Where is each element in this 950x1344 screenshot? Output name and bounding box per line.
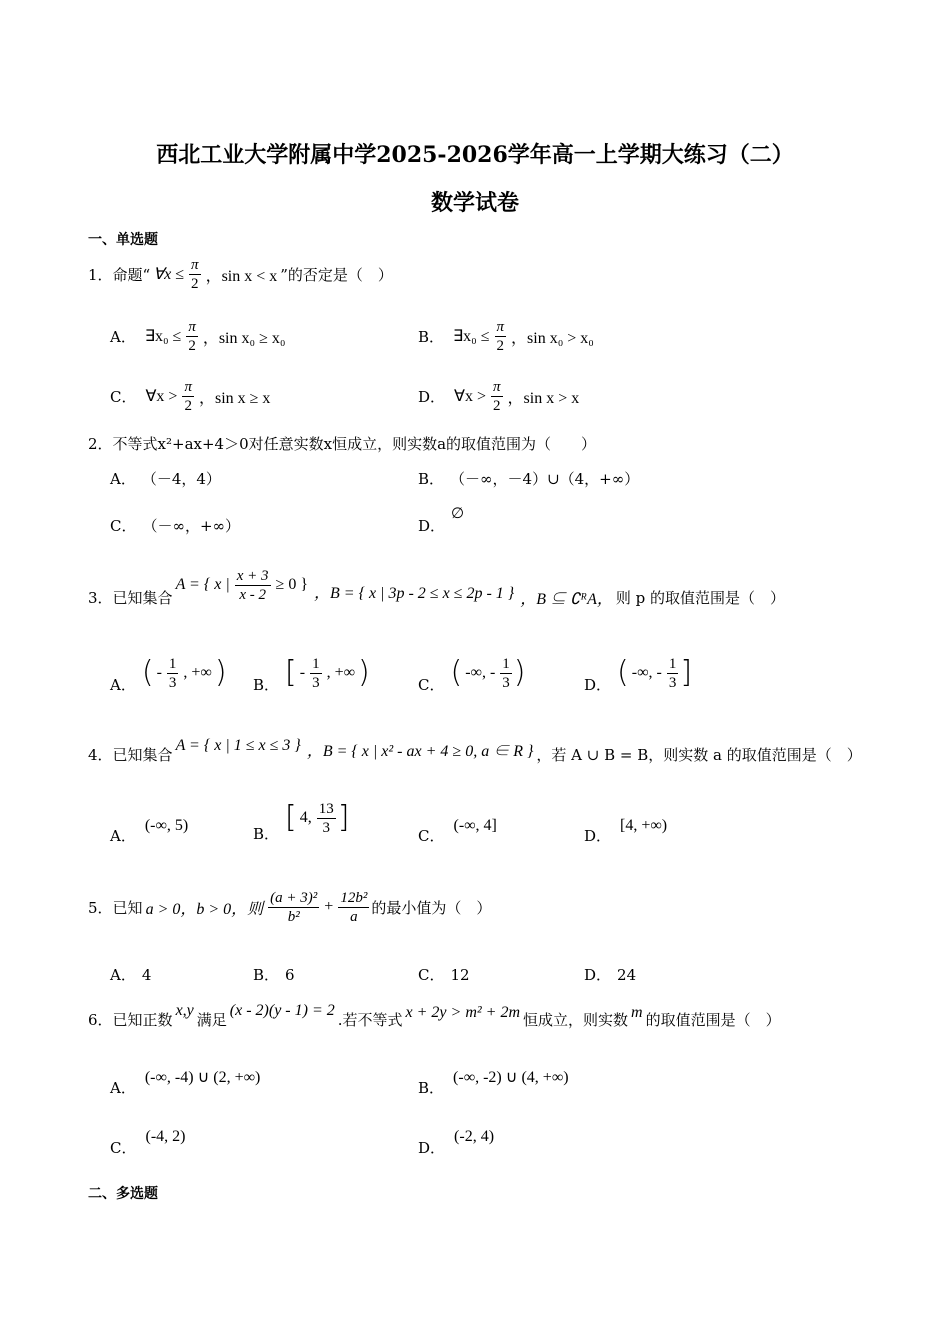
math: m xyxy=(631,1004,643,1021)
question-text: 则 p 的取值范围是（ ） xyxy=(615,588,786,607)
option-d[interactable]: D． [4, +∞) xyxy=(584,817,668,845)
option-b[interactable]: B． (-∞, -2) ∪ (4, +∞) xyxy=(418,1069,569,1097)
math: ，B ⊆ ∁ᴿA， xyxy=(520,590,613,608)
question-text: 命题“ xyxy=(112,265,151,284)
question-text: 满足 xyxy=(196,1010,227,1029)
section-heading-single-choice: 一、单选题 xyxy=(88,232,158,248)
fraction: $\frac{x + 3}{x - 2}$ xyxy=(236,567,269,603)
option-c[interactable]: C． (-4, 2) xyxy=(110,1128,186,1157)
question-6 xyxy=(88,1004,781,1034)
question-text: 已知 xyxy=(112,898,143,917)
math: x,y xyxy=(175,1002,194,1019)
math: A = { x | xyxy=(175,576,230,593)
option-d[interactable]: D． 24 xyxy=(584,965,637,984)
question-text: 已知集合 xyxy=(112,588,173,607)
math: x + 2y > m² + 2m xyxy=(405,1004,521,1021)
option-a[interactable]: A． ∃x₀ ≤ $\frac{\pi}{2}$ ，sin x₀ ≥ x₀ xyxy=(110,318,286,354)
option-b[interactable]: B． [ - $\frac{1}{3}$ , +∞ ) xyxy=(253,655,370,694)
question-number: 5． xyxy=(88,898,113,917)
option-a[interactable]: A． (-∞, 5) xyxy=(110,817,189,845)
question-text: 的取值范围是（ ） xyxy=(645,1010,781,1029)
question-text: ，若 A ∪ B = B，则实数 a 的取值范围是（ ） xyxy=(536,745,862,764)
question-number: 6． xyxy=(88,1010,113,1029)
option-a[interactable]: A． 4 xyxy=(110,965,152,984)
fraction: $\frac{\text{12b²}}{a}$ xyxy=(340,889,368,925)
math: ∀x ≤ xyxy=(153,266,185,283)
option-c[interactable]: C． 12 xyxy=(418,965,470,984)
option-d[interactable]: D． ∀x > $\frac{\pi}{2}$ ，sin x > x xyxy=(418,378,580,414)
option-c[interactable]: C． ∀x > $\frac{\pi}{2}$ ，sin x ≥ x xyxy=(110,378,271,414)
question-text: 的最小值为（ ） xyxy=(371,898,492,917)
option-d[interactable]: D． ( -∞, - $\frac{1}{3}$ ] xyxy=(584,655,693,694)
question-number: 1． xyxy=(88,265,113,284)
option-d[interactable]: D． (-2, 4) xyxy=(418,1128,495,1157)
question-text: ”的否定是（ ） xyxy=(280,265,393,284)
question-text: .若不等式 xyxy=(337,1010,403,1029)
math: ，B = { x | x² - ax + 4 ≥ 0, a ∈ R } xyxy=(306,742,534,760)
question-text: 已知集合 xyxy=(112,745,173,764)
option-b[interactable]: B． [ 4, $\frac{13}{3}$ ] xyxy=(253,800,350,843)
question-4 xyxy=(88,736,862,772)
math: a > 0，b > 0，则 xyxy=(145,900,264,918)
question-text: 已知正数 xyxy=(112,1010,173,1029)
question-3 xyxy=(88,567,786,622)
option-a[interactable]: A． （－4，4） xyxy=(110,469,221,488)
question-number: 3． xyxy=(88,588,113,607)
option-a[interactable]: A． (-∞, -4) ∪ (2, +∞) xyxy=(110,1069,261,1097)
question-text: 不等式x²+ax+4＞0对任意实数x恒成立，则实数a的取值范围为（ ） xyxy=(112,434,597,453)
question-2 xyxy=(88,432,596,454)
math: ，B = { x | 3p - 2 ≤ x ≤ 2p - 1 } xyxy=(314,584,515,602)
option-b[interactable]: B． 6 xyxy=(253,965,295,984)
exam-title: 西北工业大学附属中学2025-2026学年高一上学期大练习（二） xyxy=(156,142,794,168)
option-b[interactable]: B． （－∞，－4）∪（4，+∞） xyxy=(418,469,640,488)
option-c[interactable]: C． ( -∞, - $\frac{1}{3}$ ) xyxy=(418,655,526,694)
fraction: $\frac{\pi}{2}$ xyxy=(191,256,199,292)
option-a[interactable]: A． ( - $\frac{1}{3}$ , +∞ ) xyxy=(110,655,227,694)
math: (x - 2)(y - 1) = 2 xyxy=(229,1002,335,1019)
question-1 xyxy=(88,250,393,298)
option-c[interactable]: C． (-∞, 4] xyxy=(418,817,497,845)
section-heading-multiple-choice: 二、多选题 xyxy=(88,1186,158,1202)
math: ，sin x < x xyxy=(205,267,278,285)
fraction: $\frac{\text{(a + 3)²}}{\text{b²}}$ xyxy=(270,889,318,925)
math: ≥ 0 } xyxy=(275,576,308,593)
option-d[interactable]: D． ∅ xyxy=(418,504,465,535)
question-number: 4． xyxy=(88,745,113,764)
option-b[interactable]: B． ∃x₀ ≤ $\frac{\pi}{2}$ ，sin x₀ > x₀ xyxy=(418,318,594,354)
option-c[interactable]: C． （－∞，+∞） xyxy=(110,516,241,535)
question-text: 恒成立，则实数 xyxy=(523,1010,629,1029)
math: A = { x | 1 ≤ x ≤ 3 } xyxy=(175,737,301,754)
question-number: 2． xyxy=(88,434,113,453)
exam-subtitle: 数学试卷 xyxy=(430,190,519,216)
question-5: 5． 已知 a > 0，b > 0，则 $\frac{\text{(a + 3)²}}{\text{b²}}$ + $\frac{\text{12b²}}{a}$ 的最小值为（ ） xyxy=(88,889,492,925)
